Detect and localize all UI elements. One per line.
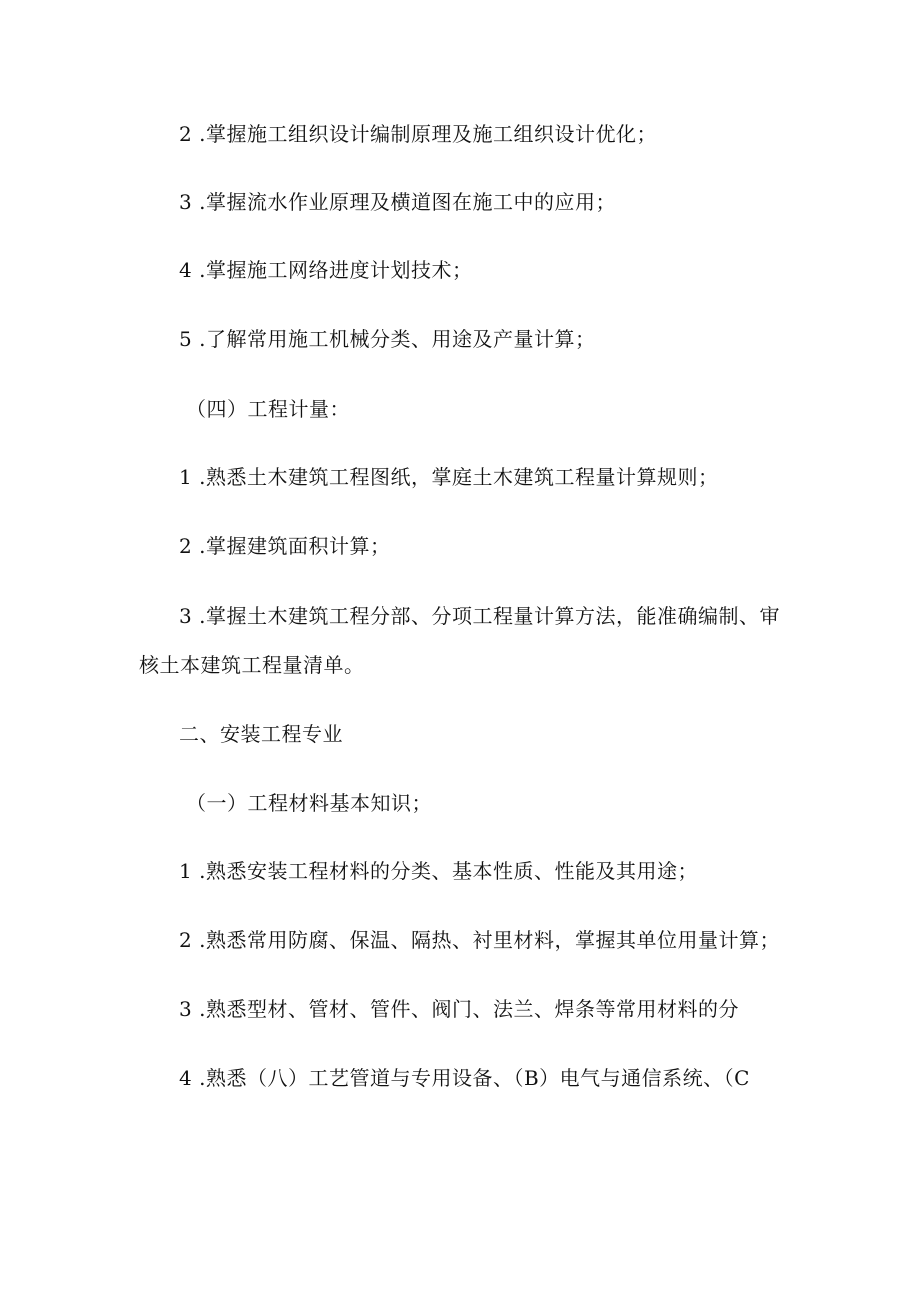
text-line-continuation: 核土本建筑工程量清单。 [139,653,365,677]
text-line: 1 .熟悉土木建筑工程图纸，掌庭土木建筑工程量计算规则； [179,465,719,489]
text-line: 3 .熟悉型材、管材、管件、阀门、法兰、焊条等常用材料的分 [179,997,739,1021]
text-line: 3 .掌握流水作业原理及横道图在施工中的应用； [179,190,616,214]
text-line: 3 .掌握土木建筑工程分部、分项工程量计算方法，能准确编制、审 [179,604,780,628]
major-section-heading: 二、安装工程专业 [179,722,343,746]
text-line: 4 .掌握施工网络进度计划技术； [179,258,473,282]
section-heading: （四）工程计量： [186,397,350,421]
text-line: 2 .掌握建筑面积计算； [179,534,391,558]
text-line: 5 .了解常用施工机械分类、用途及产量计算； [179,327,596,351]
text-line: 1 .熟悉安装工程材料的分类、基本性质、性能及其用途； [179,859,698,883]
text-line: 2 .熟悉常用防腐、保温、隔热、衬里材料，掌握其单位用量计算； [179,928,780,952]
text-line: 2 .掌握施工组织设计编制原理及施工组织设计优化； [179,122,657,146]
text-line: 4 .熟悉（八）工艺管道与专用设备、（B）电气与通信系统、（C [179,1066,750,1090]
section-heading: （一）工程材料基本知识； [186,791,432,815]
